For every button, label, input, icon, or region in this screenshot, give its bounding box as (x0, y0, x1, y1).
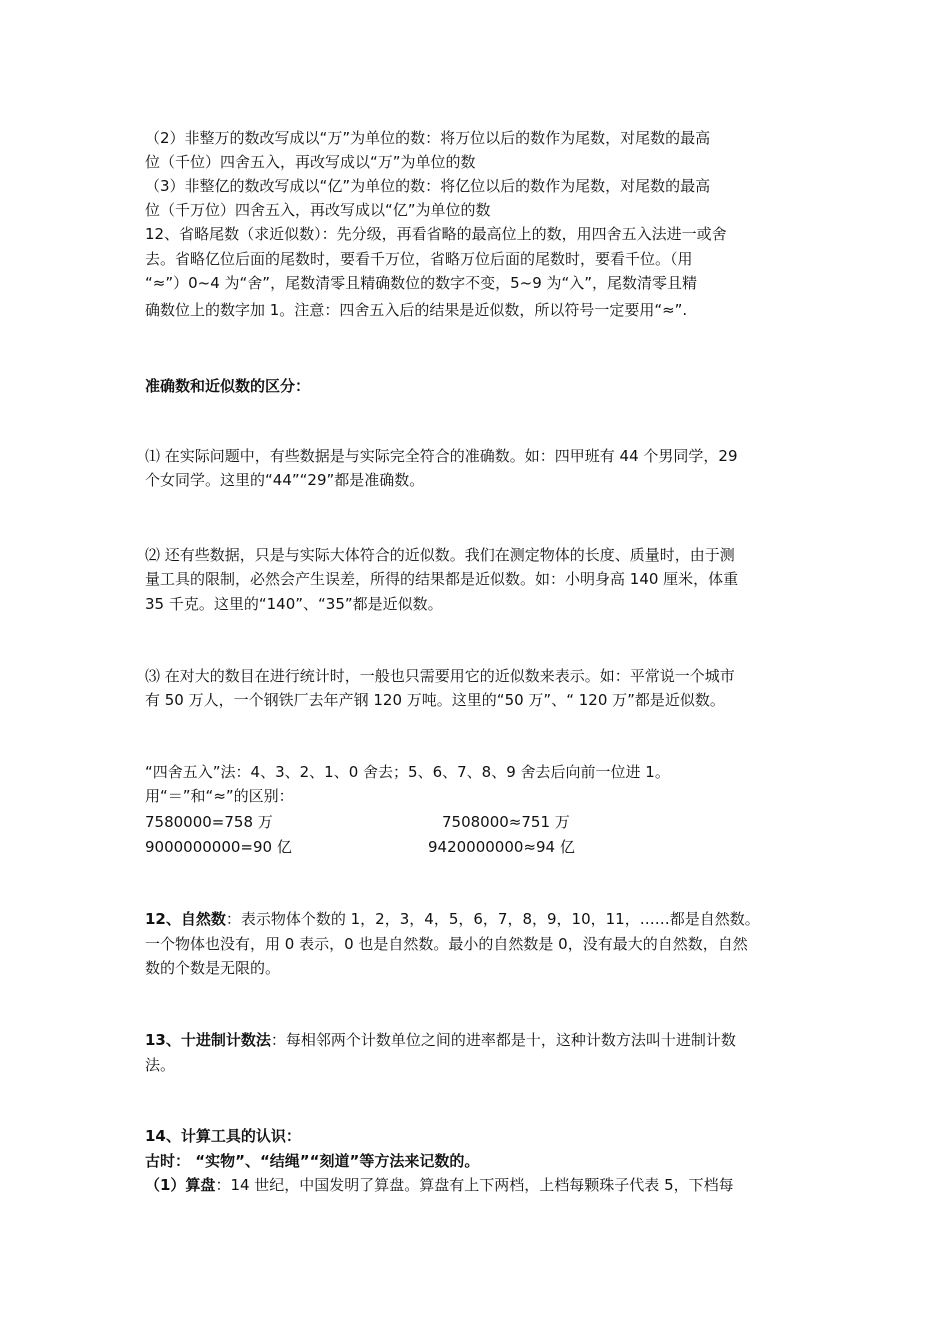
text-line: ⑴ 在实际问题中，有些数据是与实际完全符合的准确数。如：四甲班有 44 个男同学，29 (145, 447, 738, 465)
example-right: 9420000000≈94 亿 (428, 838, 575, 856)
example-left: 7580000=758 万 (145, 813, 273, 831)
text-span: ：表示物体个数的 1，2，3，4，5，6，7，8，9，10，11，……都是自然数。 (225, 910, 760, 928)
text-line: 古时： “实物”、“结绳”“刻道”等方法来记数的。 (145, 1152, 480, 1170)
text-line: ⑶ 在对大的数目在进行统计时，一般也只需要用它的近似数来表示。如：平常说一个城市 (145, 667, 735, 685)
text-line (145, 907, 760, 931)
text-line: 用“＝”和“≈”的区别： (145, 787, 294, 805)
text-line: （2）非整万的数改写成以“万”为单位的数：将万位以后的数作为尾数，对尾数的最高 (145, 129, 711, 147)
text-line: “四舍五入”法：4、3、2、1、0 舍去；5、6、7、8、9 舍去后向前一位进 1。 (145, 763, 670, 781)
text-line: 法。 (145, 1056, 176, 1074)
text-line: 位（千位）四舍五入，再改写成以“万”为单位的数 (145, 153, 476, 171)
text-line (145, 1173, 734, 1197)
text-line: 个女同学。这里的“44”“29”都是准确数。 (145, 471, 425, 489)
text-span: ：14 世纪，中国发明了算盘。算盘有上下两档，上档每颗珠子代表 5，下档每 (215, 1176, 734, 1194)
text-span: ：每相邻两个计数单位之间的进率都是十，这种计数方法叫十进制计数 (270, 1031, 736, 1049)
section-heading: 准确数和近似数的区分： (145, 377, 311, 395)
example-right: 7508000≈751 万 (442, 813, 570, 831)
text-line: 有 50 万人，一个钢铁厂去年产钢 120 万吨。这里的“50 万”、“ 120 万”都是近似数。 (145, 691, 725, 709)
text-line: 35 千克。这里的“140”、“35”都是近似数。 (145, 595, 443, 613)
text-line: 去。省略亿位后面的尾数时，要看千万位，省略万位后面的尾数时，要看千位。（用 (145, 250, 693, 268)
text-line: “≈”）0~4 为“舍”，尾数清零且精确数位的数字不变，5~9 为“入”，尾数清零且精 (145, 274, 698, 292)
term-decimal-system: 13、十进制计数法 (145, 1031, 271, 1049)
text-line: （3）非整亿的数改写成以“亿”为单位的数：将亿位以后的数作为尾数，对尾数的最高 (145, 177, 711, 195)
text-line: 一个物体也没有，用 0 表示，0 也是自然数。最小的自然数是 0，没有最大的自然数，自然 (145, 935, 748, 953)
term-natural-number: 12、自然数 (145, 910, 226, 928)
text-line: 量工具的限制，必然会产生误差，所得的结果都是近似数。如：小明身高 140 厘米，体重 (145, 570, 739, 588)
text-line: 12、省略尾数（求近似数）：先分级，再看省略的最高位上的数，用四舍五入法进一或舍 (145, 225, 727, 243)
text-line: 确数位上的数字加 1。注意：四舍五入后的结果是近似数，所以符号一定要用“≈”. (145, 301, 688, 319)
term-abacus: （1）算盘 (145, 1176, 216, 1194)
text-line: 位（千万位）四舍五入，再改写成以“亿”为单位的数 (145, 201, 491, 219)
section-heading: 14、计算工具的认识： (145, 1127, 301, 1145)
example-left: 9000000000=90 亿 (145, 838, 292, 856)
text-line: ⑵ 还有些数据，只是与实际大体符合的近似数。我们在测定物体的长度、质量时，由于测 (145, 546, 735, 564)
text-line (145, 1028, 736, 1052)
text-line: 数的个数是无限的。 (145, 959, 281, 977)
